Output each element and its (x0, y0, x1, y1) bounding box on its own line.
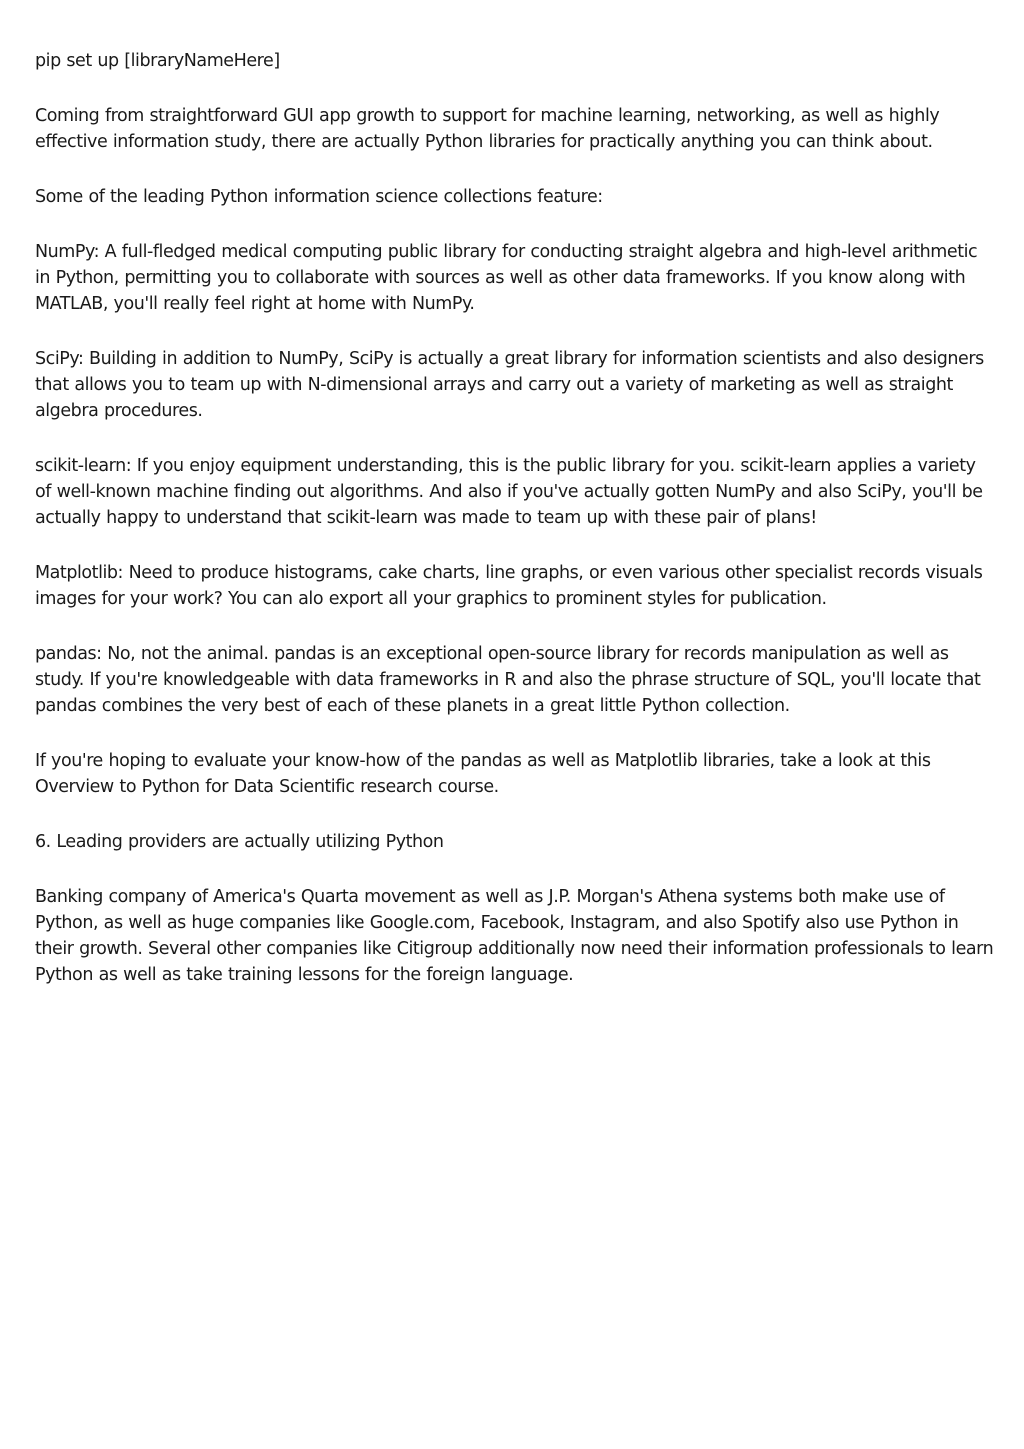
scikit-learn-paragraph: scikit-learn: If you enjoy equipment understanding, this is the public library for you. scikit-learn applies a variety of well-known machine finding out algorithms. And also if you've actually gotten NumPy and also SciPy, you'll be actually happy to understand that scikit-learn was made to team up with these pair of plans! (35, 456, 983, 528)
scipy-paragraph: SciPy: Building in addition to NumPy, SciPy is actually a great library for information scientists and also designers that allows you to team up with N-dimensional arrays and carry out a variety of marketing as well as straight algebra procedures. (35, 349, 984, 421)
section-heading: 6. Leading providers are actually utilizing Python (35, 832, 444, 852)
libraries-lead-in: Some of the leading Python information science collections feature: (35, 187, 603, 207)
numpy-paragraph: NumPy: A full-fledged medical computing public library for conducting straight algebra and high-level arithmetic in Python, permitting you to collaborate with sources as well as other data frameworks. If you know along with MATLAB, you'll really feel right at home with NumPy. (35, 242, 978, 314)
matplotlib-paragraph: Matplotlib: Need to produce histograms, cake charts, line graphs, or even various other specialist records visuals images for your work? You can alo export all your graphics to prominent styles for publication. (35, 563, 983, 609)
intro-paragraph: Coming from straightforward GUI app growth to support for machine learning, networking, as well as highly effective information study, there are actually Python libraries for practically anything you can think about. (35, 106, 940, 152)
pandas-paragraph: pandas: No, not the animal. pandas is an exceptional open-source library for records manipulation as well as study. If you're knowledgeable with data frameworks in R and also the phrase structure of SQL, you'll locate that pandas combines the very best of each of these planets in a great little Python collection. (35, 644, 981, 716)
document-body (35, 48, 995, 1017)
course-paragraph: If you're hoping to evaluate your know-how of the pandas as well as Matplotlib libraries, take a look at this Overview to Python for Data Scientific research course. (35, 751, 931, 797)
companies-paragraph: Banking company of America's Quarta movement as well as J.P. Morgan's Athena systems both make use of Python, as well as huge companies like Google.com, Facebook, Instagram, and also Spotify also use Python in their growth. Several other companies like Citigroup additionally now need their information professionals to learn Python as well as take training lessons for the foreign language. (35, 887, 994, 985)
install-command-text: pip set up [libraryNameHere] (35, 51, 280, 71)
